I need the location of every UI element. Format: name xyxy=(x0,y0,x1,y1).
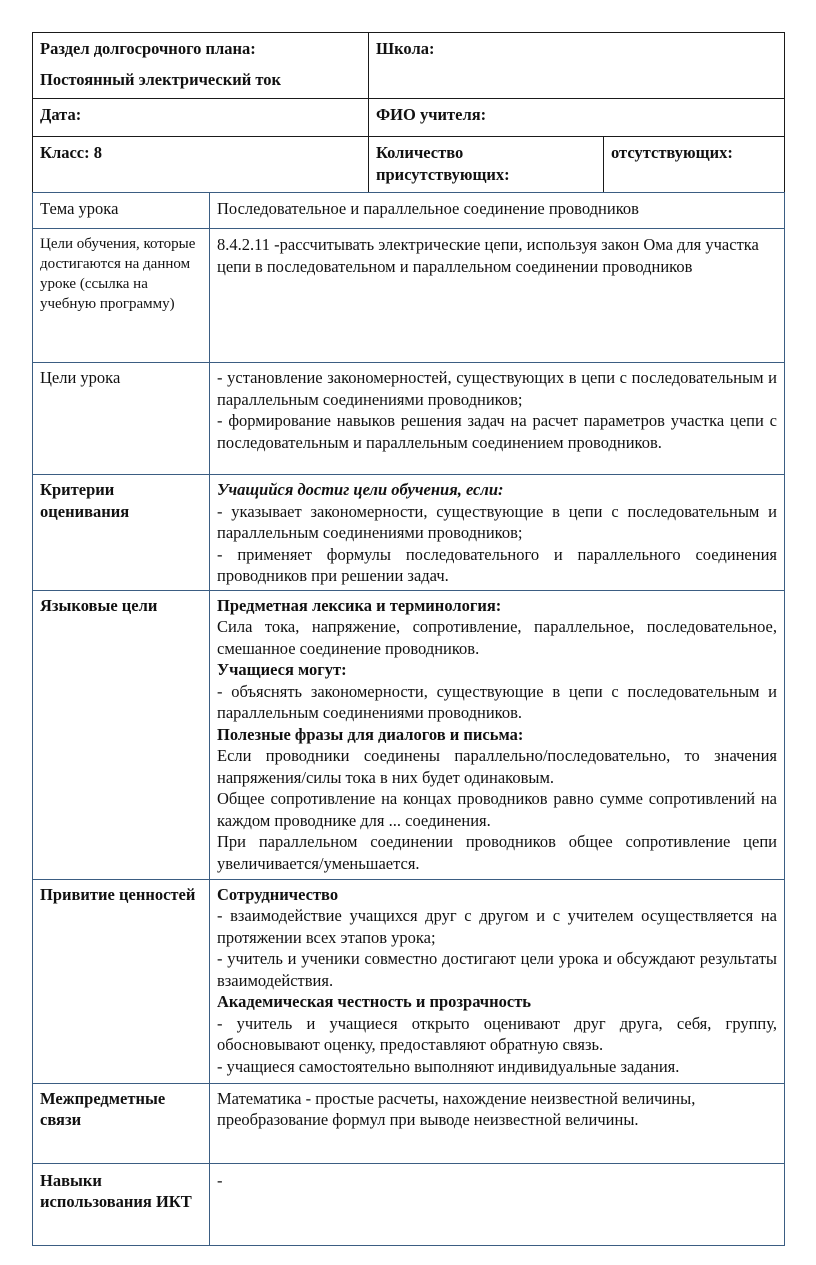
row-lesson-goals xyxy=(33,363,785,475)
row-cross-subject xyxy=(33,1083,785,1163)
values-label: Привитие ценностей xyxy=(40,884,196,904)
honesty-item-1: - учитель и учащиеся открыто оценивают друг друга, себя, группу, обосновывают оценку, предоставляют обратную связь. xyxy=(217,1013,777,1054)
criteria-item-2: - применяет формулы последовательного и параллельного соединения проводников при решении задач. xyxy=(217,544,777,585)
learning-objectives-value: 8.4.2.11 -рассчитывать электрические цепи, используя закон Ома для участка цепи в последовательном и параллельном соединении проводников xyxy=(217,235,759,276)
phrases-heading: Полезные фразы для диалогов и письма: xyxy=(217,724,524,744)
row-topic xyxy=(33,193,785,229)
cooperation-item-2: - учитель и ученики совместно достигают цели урока и обсуждают результаты взаимодействия. xyxy=(217,949,777,990)
main-table xyxy=(32,192,785,1246)
row-learning-objectives xyxy=(33,229,785,363)
header-row-section xyxy=(33,33,785,99)
header-table xyxy=(32,32,785,193)
present-count-label: Количество присутствующих: xyxy=(376,143,510,184)
lesson-goal-2: - формирование навыков решения задач на расчет параметров участка цепи с последовательным и параллельным соединением проводников. xyxy=(217,411,777,452)
school-label: Школа: xyxy=(376,39,435,58)
phrase-2: Общее сопротивление на концах проводников равно сумме сопротивлений на каждом проводнике для ... соединения. xyxy=(217,789,777,830)
row-criteria xyxy=(33,475,785,591)
lesson-goals-label: Цели урока xyxy=(40,368,121,387)
students-can-heading: Учащиеся могут: xyxy=(217,660,347,679)
honesty-heading: Академическая честность и прозрачность xyxy=(217,992,532,1011)
cooperation-heading: Сотрудничество xyxy=(217,884,339,904)
section-value: Постоянный электрический ток xyxy=(40,69,282,89)
header-row-class xyxy=(33,137,785,193)
vocab-text: Сила тока, напряжение, сопротивление, параллельное, последовательное, смешанное соединение проводников. xyxy=(217,617,777,658)
header-row-date xyxy=(33,99,785,137)
phrase-3: При параллельном соединении проводников общее сопротивление цепи увеличивается/уменьшается. xyxy=(217,832,777,873)
teacher-label: ФИО учителя: xyxy=(376,105,487,124)
section-label: Раздел долгосрочного плана: xyxy=(40,39,256,58)
row-values xyxy=(33,879,785,1083)
lesson-plan-document xyxy=(32,32,784,1246)
ict-value: - xyxy=(217,1170,223,1190)
vocab-heading: Предметная лексика и терминология: xyxy=(217,595,502,615)
cross-subject-label: Межпредметные связи xyxy=(40,1088,166,1129)
topic-label: Тема урока xyxy=(40,199,119,218)
row-language-goals xyxy=(33,590,785,879)
cross-subject-value: Математика - простые расчеты, нахождение неизвестной величины, преобразование формул при выводе неизвестной величины. xyxy=(217,1088,696,1129)
students-can-text: - объяснять закономерности, существующие в цепи с последовательным и параллельным соединениями проводников. xyxy=(217,681,777,722)
learning-objectives-label: Цели обучения, которые достигаются на данном уроке (ссылка на учебную программу) xyxy=(40,236,196,312)
criteria-label: Критерии оценивания xyxy=(40,480,130,521)
criteria-item-1: - указывает закономерности, существующие в цепи с последовательным и параллельным соединениями проводников; xyxy=(217,501,777,542)
honesty-item-2: - учащиеся самостоятельно выполняют индивидуальные задания. xyxy=(217,1056,680,1076)
lesson-goal-1: - установление закономерностей, существующих в цепи с последовательным и параллельным соединениями проводников; xyxy=(217,368,777,409)
phrase-1: Если проводники соединены параллельно/последовательно, то значения напряжения/силы тока в них будет одинаковым. xyxy=(217,746,777,787)
class-label: Класс: 8 xyxy=(40,143,102,162)
criteria-intro: Учащийся достиг цели обучения, если: xyxy=(217,480,504,499)
date-label: Дата: xyxy=(40,105,82,124)
row-ict-skills xyxy=(33,1163,785,1245)
language-goals-label: Языковые цели xyxy=(40,595,158,615)
cooperation-item-1: - взаимодействие учащихся друг с другом и с учителем осуществляется на протяжении всех этапов урока; xyxy=(217,906,777,947)
ict-label: Навыки использования ИКТ xyxy=(40,1170,192,1211)
topic-value: Последовательное и параллельное соединение проводников xyxy=(217,199,639,218)
absent-count-label: отсутствующих: xyxy=(611,143,733,162)
